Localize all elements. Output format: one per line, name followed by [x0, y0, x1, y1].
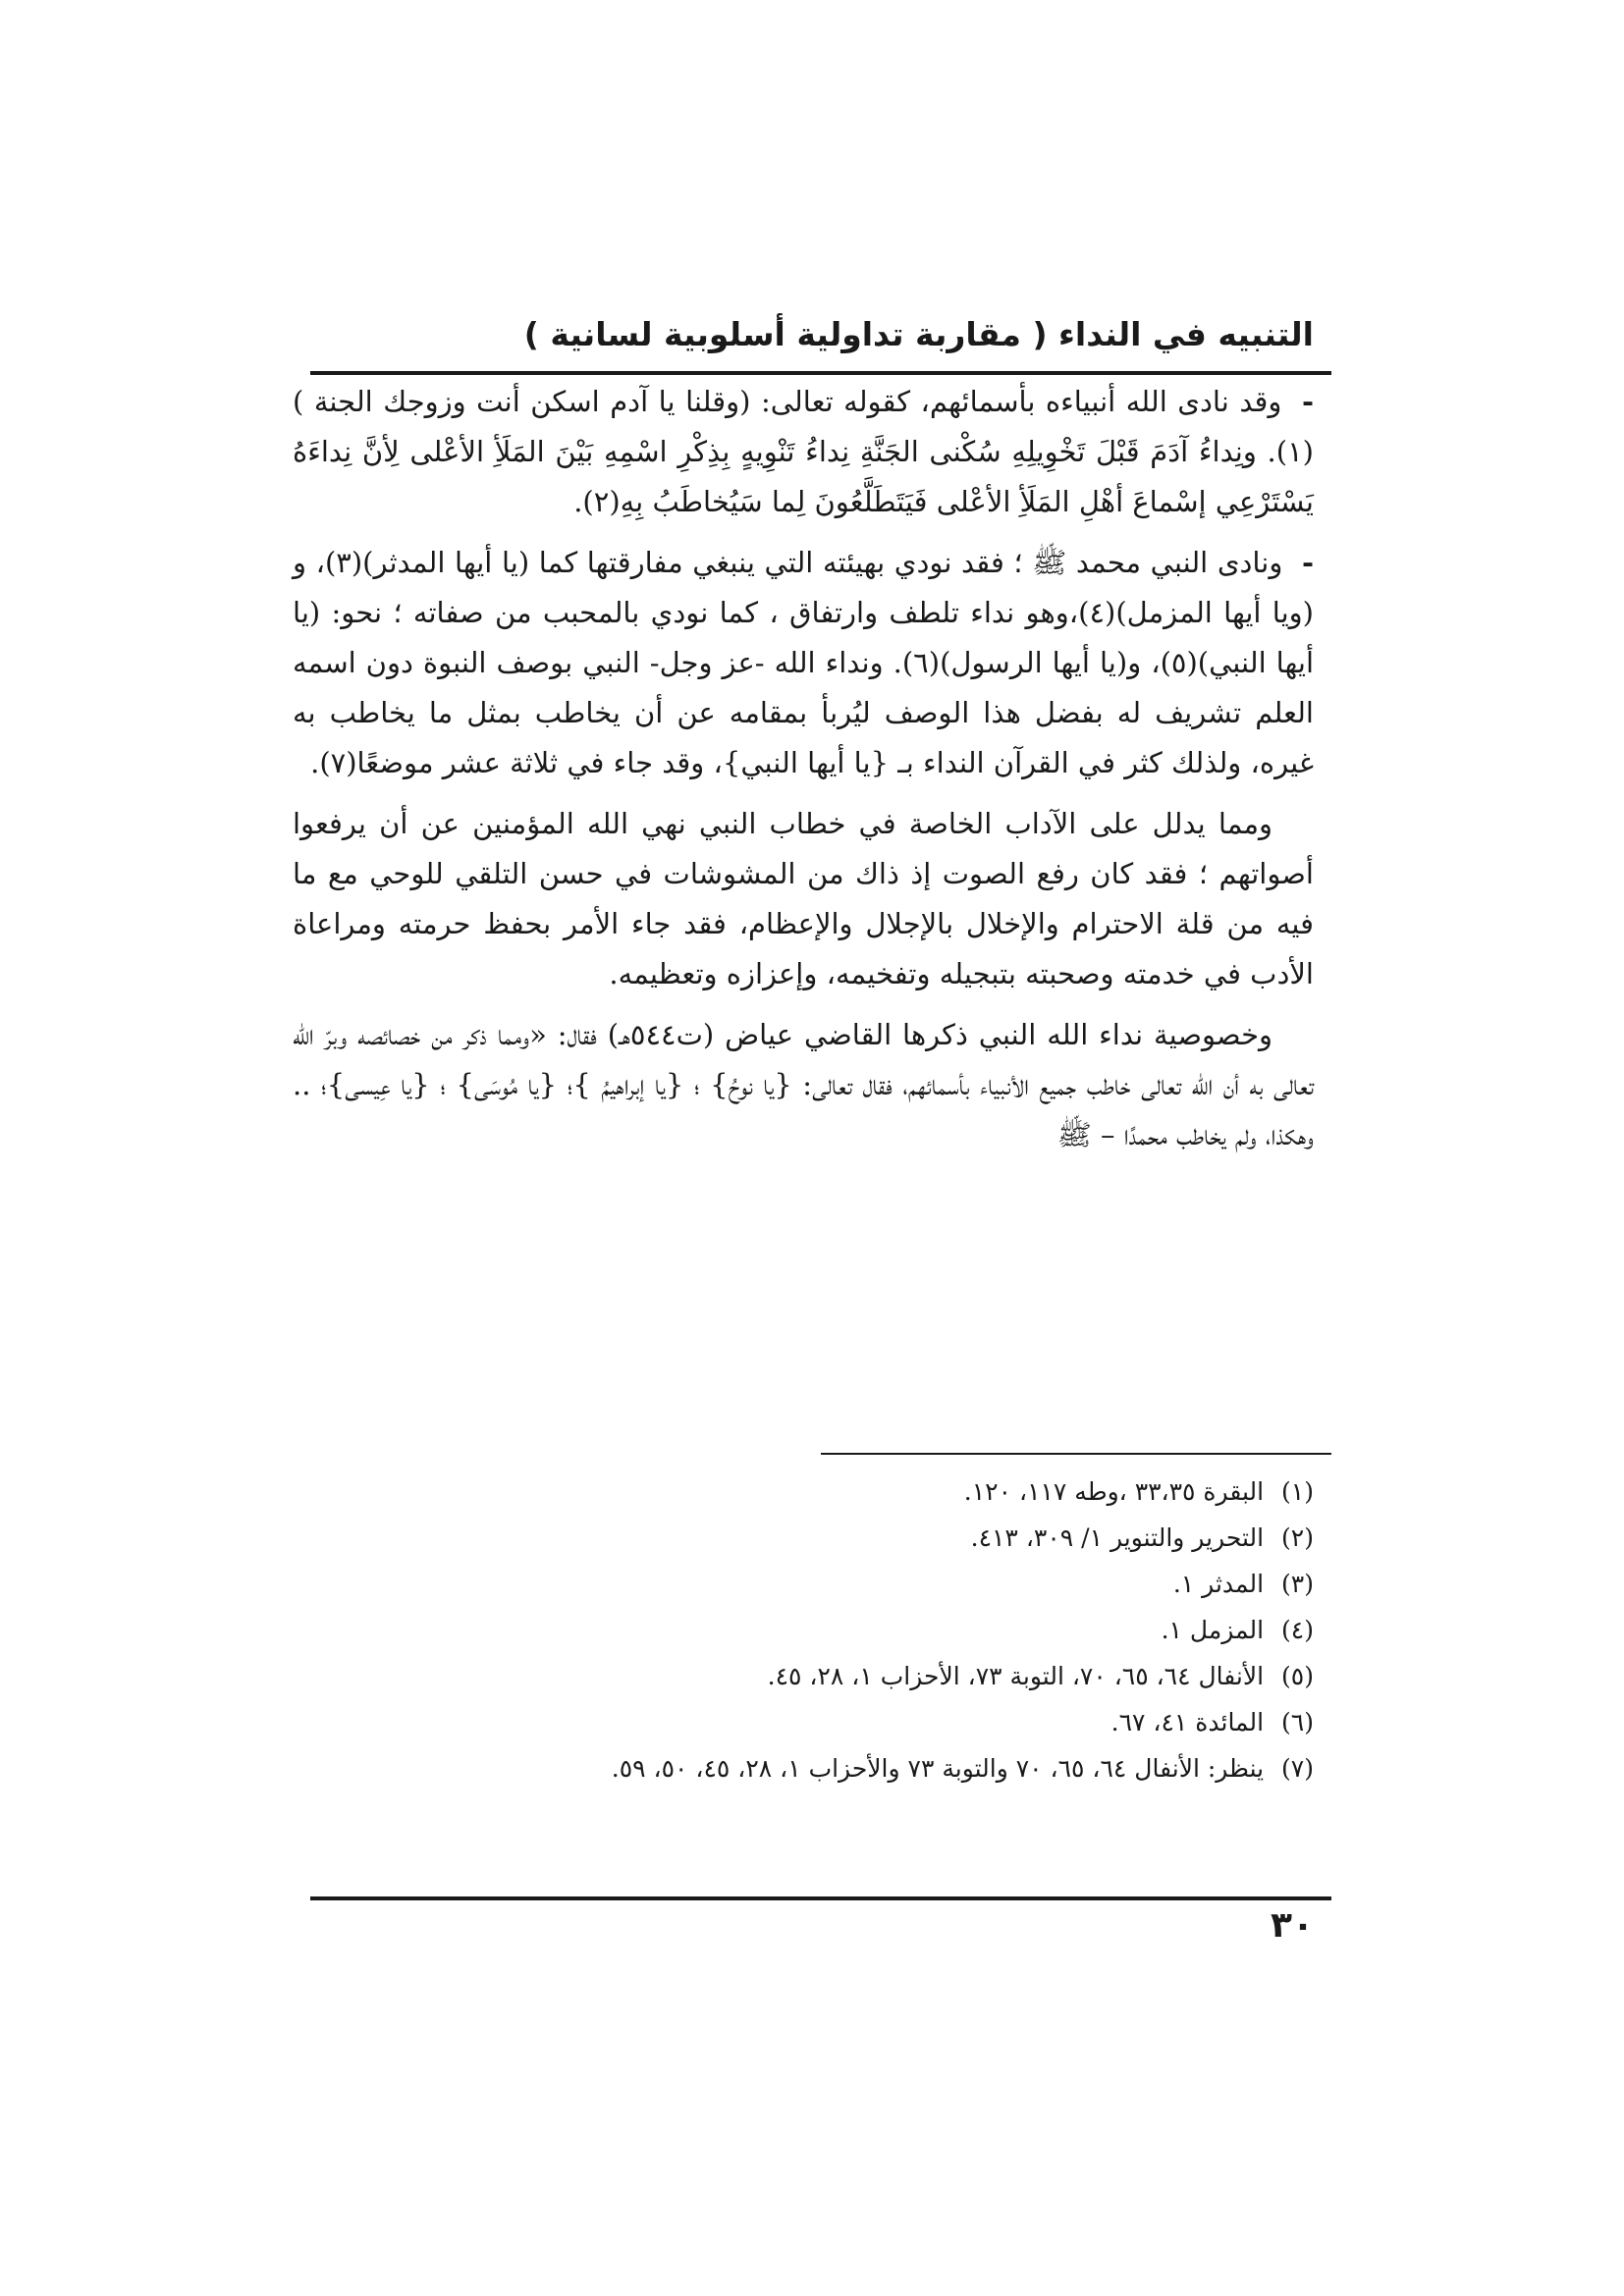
- paragraph-etiquette: [293, 799, 1314, 999]
- footnote-number: (٦): [1281, 1708, 1314, 1736]
- footnote-item: [293, 1653, 1314, 1699]
- footnotes-list: [293, 1468, 1314, 1791]
- footnote-text: التحرير والتنوير ١/ ٣٠٩، ٤١٣.: [970, 1523, 1265, 1552]
- footnotes-separator: [821, 1453, 1331, 1455]
- page-number: ٣٠: [1271, 1905, 1314, 1946]
- footnote-item: [293, 1745, 1314, 1791]
- paragraph-qadi-iyad: [293, 1010, 1314, 1160]
- paragraph-text: ومما يدلل على الآداب الخاصة في خطاب النبي نهي الله المؤمنين عن أن يرفعوا أصواتهم ؛ فقد كان رفع الصوت إذ ذاك من المشوشات في حسن التلقي للوحي مع ما فيه من قلة الاحترام والإخلال بالإجلال والإعظام، فقد جاء الأمر بحفظ حرمته ومراعاة الأدب في خدمته وصحبته بتبجيله وتفخيمه، وإعزازه وتعظيمه.: [293, 807, 1314, 990]
- header-rule: [310, 371, 1331, 375]
- footnote-number: (٤): [1281, 1616, 1314, 1644]
- paragraph-text: ونادى النبي محمد ﷺ ؛ فقد نودي بهيئته التي ينبغي مفارقتها كما (يا أيها المدثر)(٣)، و (ويا أيها المزمل)(٤)،وهو نداء تلطف وارتفاق ، كما نودي بالمحبب من صفاته ؛ نحو: (يا أيها النبي)(٥)، و(يا أيها الرسول)(٦). ونداء الله -عز وجل- النبي بوصف النبوة دون اسمه العلم تشريف له بفضل هذا الوصف ليُربأ بمقامه عن أن يخاطب بمثل ما يخاطب به غيره، ولذلك كثر في القرآن النداء بـ {يا أيها النبي}، وقد جاء في ثلاثة عشر موضعًا(٧).: [293, 546, 1315, 779]
- paragraph-bullet: -: [1301, 546, 1314, 579]
- footnote-number: (٥): [1281, 1662, 1314, 1690]
- footnote-text: المدثر ١.: [1172, 1570, 1265, 1598]
- footnote-item: [293, 1607, 1314, 1653]
- footnote-text: الأنفال ٦٤، ٦٥، ٧٠، التوبة ٧٣، الأحزاب ١، ٢٨، ٤٥.: [767, 1662, 1265, 1690]
- footnote-text: البقرة ٣٣،٣٥ ،وطه ١١٧، ١٢٠.: [963, 1477, 1265, 1506]
- paragraph-prophets-names: [293, 377, 1314, 527]
- footnote-text: المائدة ٤١، ٦٧.: [1110, 1708, 1265, 1736]
- footnote-number: (١): [1281, 1477, 1314, 1506]
- paragraph-text: وقد نادى الله أنبياءه بأسمائهم، كقوله تعالى: (وقلنا يا آدم اسكن أنت وزوجك الجنة )(١). ونِداءُ آدَمَ قَبْلَ تَخْوِيلِهِ سُكْنى الجَنَّةِ نِداءُ تَنْوِيهٍ بِذِكْرِ اسْمِهِ بَيْنَ المَلَأِ الأعْلى لِأنَّ نِداءَهُ يَسْتَرْعِي إسْماعَ أهْلِ المَلَأِ الأعْلى فَيَتَطَلَّعُونَ لِما سَيُخاطَبُ بِهِ(٢).: [293, 385, 1314, 518]
- footnote-item: [293, 1468, 1314, 1515]
- footnote-text: المزمل ١.: [1161, 1616, 1265, 1644]
- footnote-item: [293, 1515, 1314, 1561]
- running-header-title: التنبيه في النداء ( مقاربة تداولية أسلوبية لسانية ): [523, 315, 1314, 353]
- footnote-number: (٢): [1281, 1523, 1314, 1552]
- paragraph-prophet-muhammad: [293, 538, 1314, 788]
- paragraph-bullet: -: [1301, 385, 1314, 418]
- footnote-number: (٣): [1281, 1570, 1314, 1598]
- footer-rule: [310, 1896, 1331, 1900]
- footnote-number: (٧): [1281, 1754, 1314, 1783]
- paragraph-text: وخصوصية نداء الله النبي ذكرها القاضي عياض (ت٥٤٤هـ) فقال: «ومما ذكر من خصائصه وبرّ الله تعالى به أن الله تعالى خاطب جميع الأنبياء بأسمائهم، فقال تعالى: {يا نوحُ} ؛ {يا إبراهيمُ }؛ {يا مُوسَى} ؛ {يا عِيسى}؛ .. وهكذا، ولم يخاطب محمدًا – ﷺ: [293, 1018, 1314, 1151]
- body-text: [293, 377, 1314, 1171]
- footnote-text: ينظر: الأنفال ٦٤، ٦٥، ٧٠ والتوبة ٧٣ والأحزاب ١، ٢٨، ٤٥، ٥٠، ٥٩.: [611, 1754, 1265, 1783]
- footnote-item: [293, 1561, 1314, 1607]
- footnote-item: [293, 1699, 1314, 1745]
